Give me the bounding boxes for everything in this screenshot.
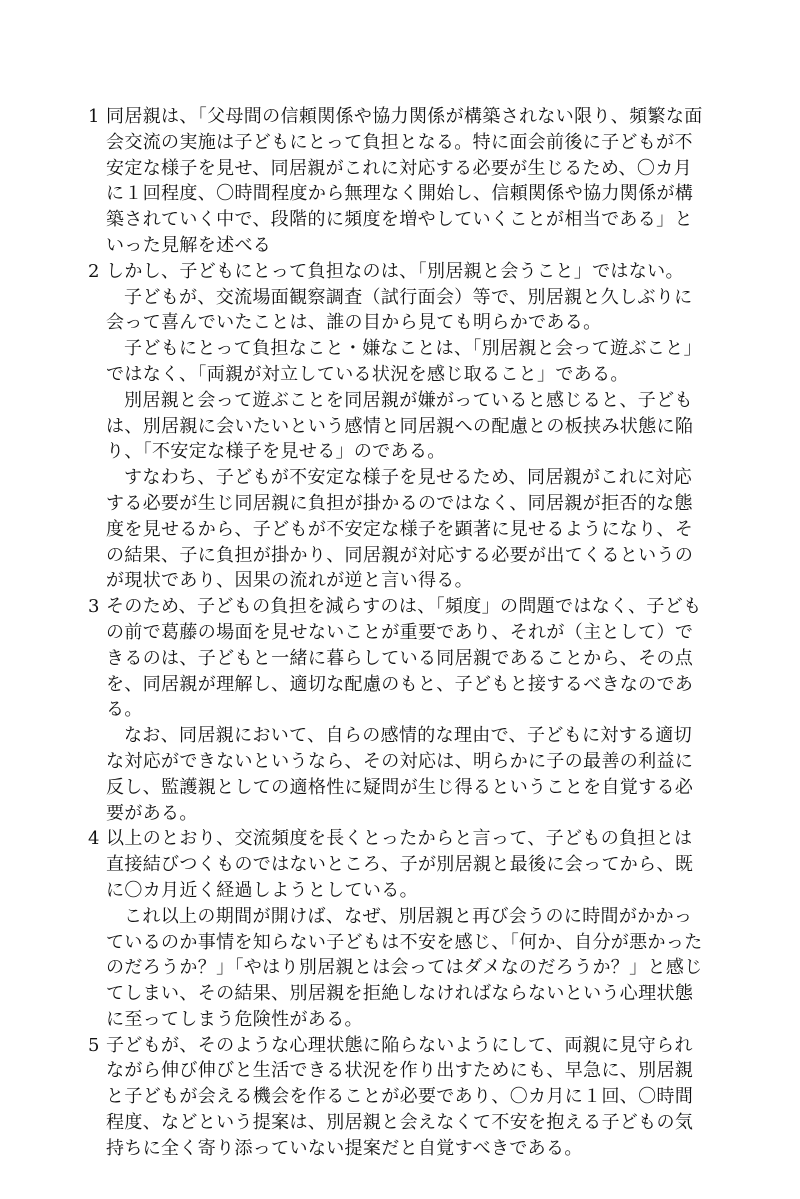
section-1: [84, 104, 704, 259]
section-5: [84, 1033, 704, 1162]
paragraph: これ以上の期間が開けば、なぜ、別居親と再び会うのに時間がかかっているのか事情を知らない子どもは不安を感じ、「何か、自分が悪かったのだろうか？」「やはり別居親とは会ってはダメなのだろうか？」と感じてしまい、その結果、別居親を拒絶しなければならないという心理状態に至ってしまう危険性がある。: [106, 905, 703, 1030]
paragraph: 子どもが、交流場面観察調査（試行面会）等で、別居親と久しぶりに会って喜んでいたことは、誰の目から見ても明らかである。: [106, 286, 693, 334]
section-number: 1: [88, 106, 100, 127]
section-number: 2: [88, 260, 100, 282]
paragraph: すなわち、子どもが不安定な様子を見せるため、同居親がこれに対応する必要が生じ同居親に負担が掛かるのではなく、同居親が拒否的な態度を見せるから、子どもが不安定な様子を顕著に見せるようになり、その結果、子に負担が掛かり、同居親が対応する必要が出てくるというのが現状であり、因果の流れが逆と言い得る。: [106, 467, 694, 592]
section-3: [84, 594, 704, 826]
paragraph: 子どもにとって負担なこと・嫌なことは、「別居親と会って遊ぶこと」ではなく、「両親が対立している状況を感じ取ること」である。: [106, 338, 702, 385]
section-2: [84, 259, 704, 594]
paragraph: 子どもが、そのような心理状態に陥らないようにして、両親に見守られながら伸び伸びと生活できる状況を作り出すためにも、早急に、別居親と子どもが会える機会を作ることが必要であり、〇カ月に１回、〇時間程度、などという提案は、別居親と会えなくて不安を抱える子どもの気持ちに全く寄り添っていない提案だと自覚すべきである。: [106, 1034, 694, 1159]
paragraph: そのため、子どもの負担を減らすのは、「頻度」の問題ではなく、子どもの前で葛藤の場面を見せないことが重要であり、それが（主として）できるのは、子どもと一緒に暮らしている同居親であることから、その点を、同居親が理解し、適切な配慮のもと、子どもと接するべきなのである。: [106, 596, 702, 721]
paragraph: なお、同居親において、自らの感情的な理由で、子どもに対する適切な対応ができないというなら、その対応は、明らかに子の最善の利益に反し、監護親としての適格性に疑問が生じ得るということを自覚する必要がある。: [106, 725, 694, 824]
document-body: [84, 104, 704, 1162]
paragraph: 以上のとおり、交流頻度を長くとったからと言って、子どもの負担とは直接結びつくものではないところ、子が別居親と最後に会ってから、既に〇カ月近く経過しようとしている。: [106, 828, 694, 901]
section-number: 4: [88, 828, 100, 850]
paragraph: 別居親と会って遊ぶことを同居親が嫌がっていると感じると、子どもは、別居親に会いたいという感情と同居親への配慮との板挟み状態に陥り、「不安定な様子を見せる」のである。: [106, 389, 694, 463]
paragraph: 同居親は、「父母間の信頼関係や協力関係が構築されない限り、頻繁な面会交流の実施は子どもにとって負担となる。特に面会前後に子どもが不安定な様子を見せ、同居親がこれに対応する必要が生じるため、〇カ月に１回程度、〇時間程度から無理なく開始し、信頼関係や協力関係が構築されていく中で、段階的に頻度を増やしていくことが相当である」といった見解を述べる: [106, 106, 703, 256]
section-number: 3: [88, 596, 100, 618]
section-4: [84, 826, 704, 1032]
section-number: 5: [88, 1034, 100, 1056]
paragraph: しかし、子どもにとって負担なのは、「別居親と会うこと」ではない。: [106, 260, 684, 282]
